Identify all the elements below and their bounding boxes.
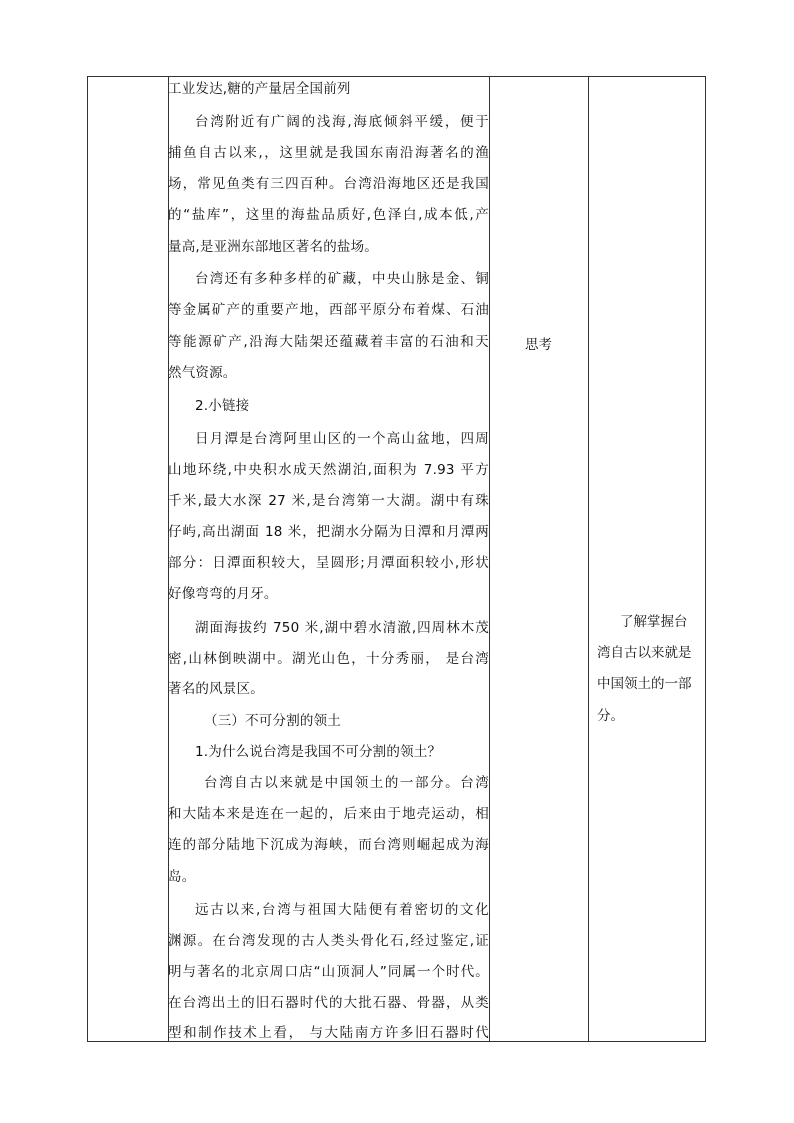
section-heading: （三）不可分割的领土 — [204, 713, 341, 729]
content-line: 连的部分陆地下沉成为海峡，而台湾则崛起成为海 — [168, 837, 489, 853]
content-line: 千米,最大水深 27 米,是台湾第一大湖。湖中有珠 — [168, 493, 489, 509]
content-line: 的“盐库”，这里的海盐品质好,色泽白,成本低,产 — [168, 207, 489, 223]
content-line: 型和制作技术上看， 与大陆南方许多旧石器时代 — [168, 1025, 489, 1041]
content-line: 和大陆本来是连在一起的，后来由于地壳运动，相 — [168, 806, 489, 822]
content-line: 仔屿,高出湖面 18 米，把湖水分隔为日潭和月潭两 — [168, 524, 489, 540]
content-line: 好像弯弯的月牙。 — [168, 586, 278, 602]
design-intent-line: 中国领土的一部 — [597, 676, 692, 692]
content-line: 岛。 — [168, 869, 196, 885]
content-line: 工业发达,糖的产量居全国前列 — [168, 81, 351, 97]
content-line: 台湾附近有广阔的浅海,海底倾斜平缓，便于 — [195, 114, 489, 130]
content-line: 远古以来,台湾与祖国大陆便有着密切的文化 — [195, 902, 489, 918]
content-line: 密,山林倒映湖中。湖光山色，十分秀丽， 是台湾 — [168, 651, 489, 667]
content-line: 日月潭是台湾阿里山区的一个高山盆地，四周 — [195, 431, 489, 447]
content-line: 著名的风景区。 — [168, 681, 264, 697]
column-divider — [588, 77, 589, 1041]
content-line: 湖面海拔约 750 米,湖中碧水清澈,四周林木茂 — [195, 620, 489, 636]
content-line: 台湾自古以来就是中国领土的一部分。台湾 — [204, 775, 489, 791]
content-line: 等能源矿产,沿海大陆架还蕴藏着丰富的石油和天 — [168, 334, 489, 350]
content-line: 场，常见鱼类有三四百种。台湾沿海地区还是我国 — [168, 176, 489, 192]
content-line: 等金属矿产的重要产地，西部平原分布着煤、石油 — [168, 302, 489, 318]
content-line: 台湾还有多种多样的矿藏，中央山脉是金、铜 — [195, 271, 489, 287]
content-line: 捕鱼自古以来,，这里就是我国东南沿海著名的渔 — [168, 145, 489, 161]
column-divider — [489, 77, 490, 1041]
design-intent-line: 了解掌握台 — [620, 614, 688, 630]
content-line: 山地环绕,中央积水成天然湖泊,面积为 7.93 平方 — [168, 462, 489, 478]
design-intent-line: 分。 — [597, 708, 624, 724]
content-line: 在台湾出土的旧石器时代的大批石器、骨器，从类 — [168, 995, 489, 1011]
design-intent-line: 湾自古以来就是 — [597, 645, 692, 661]
content-line: 然气资源。 — [168, 365, 237, 381]
content-line: 量高,是亚洲东部地区著名的盐场。 — [168, 239, 378, 255]
student-activity-cell: 思考 — [525, 337, 552, 353]
section-subheading: 2.小链接 — [195, 398, 250, 414]
content-line: 部分：日潭面积较大，呈圆形;月潭面积较小,形状 — [168, 555, 489, 571]
content-line: 渊源。在台湾发现的古人类头骨化石,经过鉴定,证 — [168, 933, 489, 949]
lesson-plan-table — [87, 76, 706, 1042]
content-line: 明与著名的北京周口店“山顶洞人”同属一个时代。 — [168, 964, 489, 980]
question-heading: 1.为什么说台湾是我国不可分割的领土？ — [195, 744, 442, 760]
